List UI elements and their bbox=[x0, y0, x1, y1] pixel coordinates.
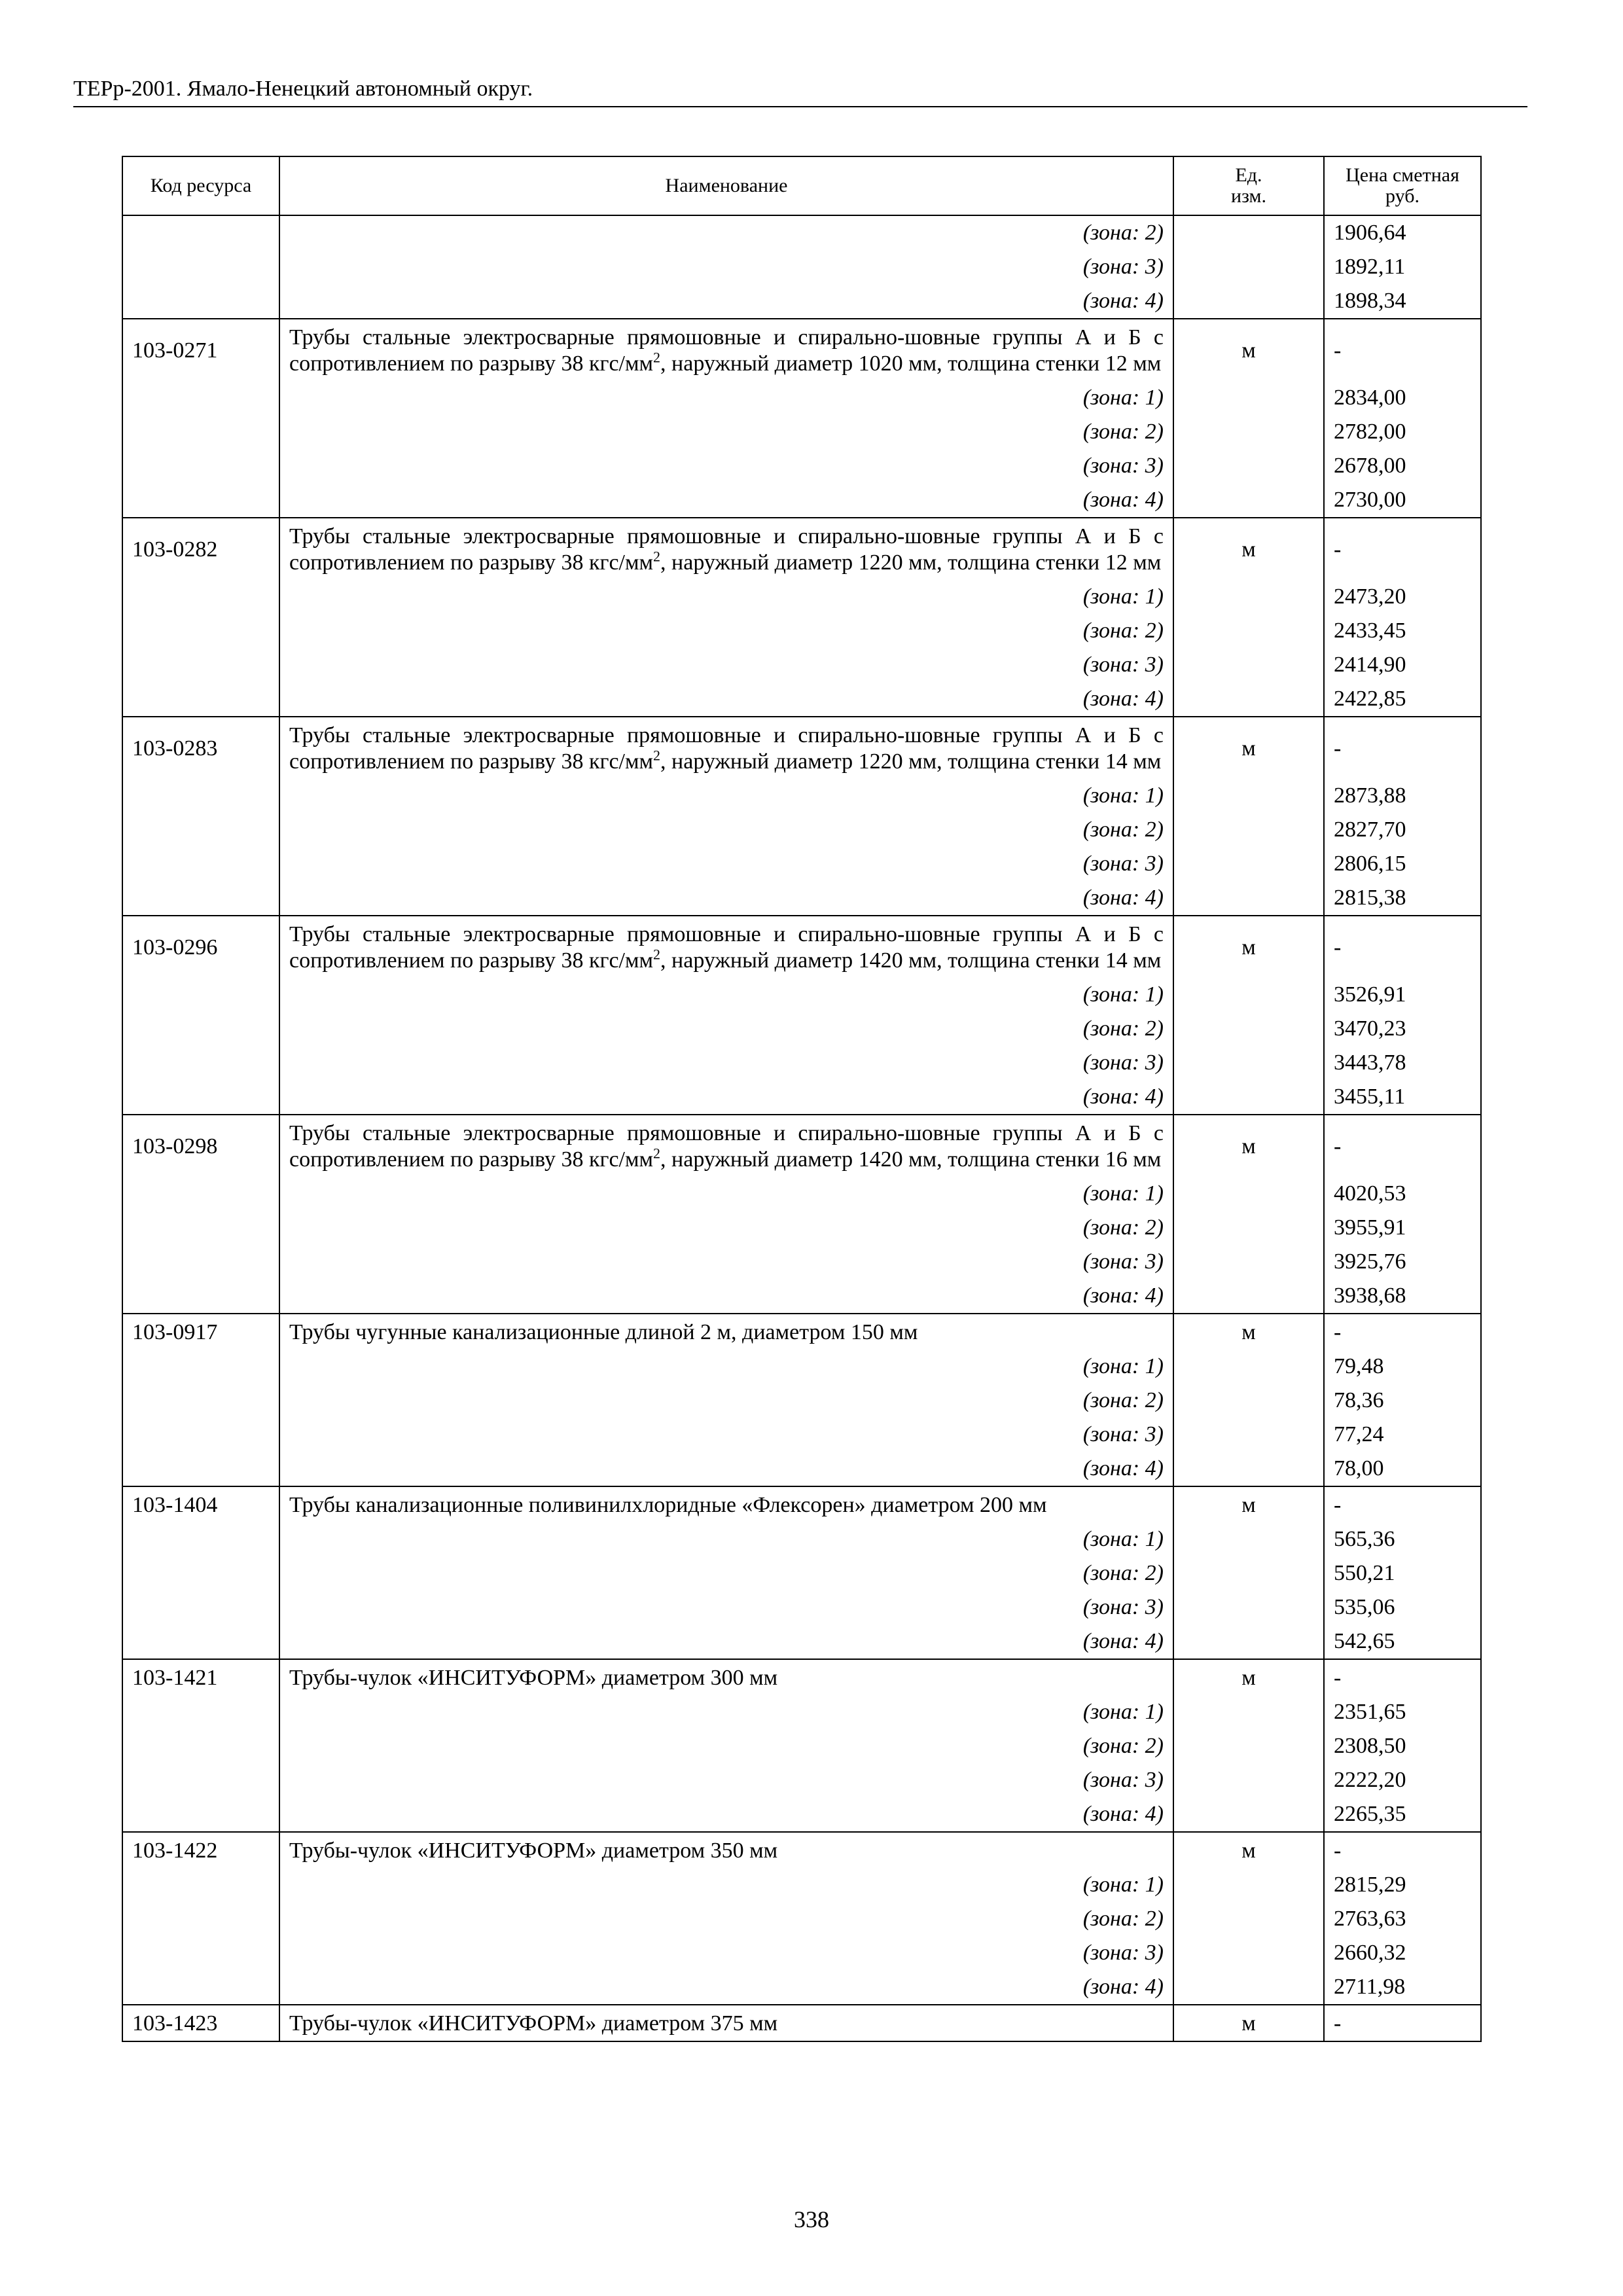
zone-price: 2782,00 bbox=[1324, 415, 1481, 449]
zone-row bbox=[122, 1384, 1481, 1418]
resource-code: 103-0298 bbox=[122, 1115, 279, 1177]
resource-code: 103-1422 bbox=[122, 1832, 279, 1868]
resource-price: - bbox=[1324, 2005, 1481, 2041]
empty-code-cell bbox=[122, 1245, 279, 1279]
zone-label: (зона: 1) bbox=[279, 1350, 1173, 1384]
zone-row bbox=[122, 881, 1481, 916]
zone-label: (зона: 4) bbox=[279, 881, 1173, 916]
empty-unit-cell bbox=[1173, 1211, 1324, 1245]
column-header-name-label: Наименование bbox=[665, 175, 788, 196]
empty-unit-cell bbox=[1173, 1695, 1324, 1729]
empty-code-cell bbox=[122, 415, 279, 449]
zone-row bbox=[122, 978, 1481, 1012]
empty-code-cell bbox=[122, 813, 279, 847]
empty-code-cell bbox=[122, 847, 279, 881]
empty-unit-cell bbox=[1173, 978, 1324, 1012]
zone-label: (зона: 1) bbox=[279, 1868, 1173, 1902]
empty-code-cell bbox=[122, 1624, 279, 1659]
resource-name-text: Трубы чугунные канализационные длиной 2 м, диаметром 150 мм bbox=[289, 1320, 918, 1344]
empty-code-cell bbox=[122, 381, 279, 415]
zone-label: (зона: 2) bbox=[279, 1211, 1173, 1245]
zone-price: 2834,00 bbox=[1324, 381, 1481, 415]
zone-price: 2351,65 bbox=[1324, 1695, 1481, 1729]
zone-row bbox=[122, 1868, 1481, 1902]
zone-label: (зона: 4) bbox=[279, 1797, 1173, 1832]
zone-price: 2222,20 bbox=[1324, 1763, 1481, 1797]
zone-row bbox=[122, 1080, 1481, 1115]
empty-code-cell bbox=[122, 1868, 279, 1902]
zone-row bbox=[122, 1729, 1481, 1763]
empty-code-cell bbox=[122, 1350, 279, 1384]
zone-label: (зона: 4) bbox=[279, 1279, 1173, 1314]
empty-unit-cell bbox=[1173, 1279, 1324, 1314]
zone-price: 2414,90 bbox=[1324, 648, 1481, 682]
empty-code-cell bbox=[122, 1522, 279, 1556]
zone-row bbox=[122, 1177, 1481, 1211]
zone-row bbox=[122, 1556, 1481, 1590]
empty-code-cell bbox=[122, 1012, 279, 1046]
zone-price: 79,48 bbox=[1324, 1350, 1481, 1384]
resource-price: - bbox=[1324, 916, 1481, 978]
zone-price: 3955,91 bbox=[1324, 1211, 1481, 1245]
zone-price: 2806,15 bbox=[1324, 847, 1481, 881]
zone-price: 565,36 bbox=[1324, 1522, 1481, 1556]
column-header-code bbox=[122, 156, 279, 215]
empty-unit-cell bbox=[1173, 1936, 1324, 1970]
resource-unit: м bbox=[1173, 1832, 1324, 1868]
resource-unit: м bbox=[1173, 1659, 1324, 1695]
empty-code-cell bbox=[122, 1590, 279, 1624]
zone-label: (зона: 1) bbox=[279, 779, 1173, 813]
zone-row bbox=[122, 1211, 1481, 1245]
zone-price: 4020,53 bbox=[1324, 1177, 1481, 1211]
zone-price: 3443,78 bbox=[1324, 1046, 1481, 1080]
zone-price: 2433,45 bbox=[1324, 614, 1481, 648]
document-title: ТЕРр-2001. Ямало-Ненецкий автономный округ. bbox=[73, 77, 533, 101]
empty-unit-cell bbox=[1173, 1418, 1324, 1452]
zone-label: (зона: 2) bbox=[279, 1556, 1173, 1590]
zone-label: (зона: 3) bbox=[279, 250, 1173, 284]
zone-row bbox=[122, 813, 1481, 847]
empty-code-cell bbox=[122, 1080, 279, 1115]
unit-exponent: 2 bbox=[653, 747, 661, 764]
zone-row bbox=[122, 250, 1481, 284]
zone-price: 550,21 bbox=[1324, 1556, 1481, 1590]
empty-unit-cell bbox=[1173, 1763, 1324, 1797]
zone-price: 2678,00 bbox=[1324, 449, 1481, 483]
resource-name bbox=[279, 319, 1173, 381]
resource-row bbox=[122, 319, 1481, 381]
empty-code-cell bbox=[122, 779, 279, 813]
zone-row bbox=[122, 1763, 1481, 1797]
empty-unit-cell bbox=[1173, 1624, 1324, 1659]
zone-row bbox=[122, 1590, 1481, 1624]
zone-row bbox=[122, 648, 1481, 682]
resource-name bbox=[279, 717, 1173, 779]
zone-price: 1892,11 bbox=[1324, 250, 1481, 284]
empty-code-cell bbox=[122, 1936, 279, 1970]
resource-unit: м bbox=[1173, 1486, 1324, 1522]
zone-label: (зона: 3) bbox=[279, 449, 1173, 483]
zone-row bbox=[122, 1522, 1481, 1556]
zone-row bbox=[122, 1936, 1481, 1970]
resource-price: - bbox=[1324, 319, 1481, 381]
empty-unit-cell bbox=[1173, 881, 1324, 916]
resource-name-text: Трубы-чулок «ИНСИТУФОРМ» диаметром 300 мм bbox=[289, 1666, 778, 1690]
column-header-name bbox=[279, 156, 1173, 215]
zone-row bbox=[122, 682, 1481, 717]
zone-row bbox=[122, 449, 1481, 483]
resource-name bbox=[279, 1314, 1173, 1350]
resource-row bbox=[122, 1832, 1481, 1868]
resource-code: 103-1421 bbox=[122, 1659, 279, 1695]
empty-code-cell bbox=[122, 881, 279, 916]
resource-price: - bbox=[1324, 1115, 1481, 1177]
resource-name bbox=[279, 916, 1173, 978]
page-number: 338 bbox=[794, 2206, 829, 2233]
zone-label: (зона: 1) bbox=[279, 1522, 1173, 1556]
resource-name-text: Трубы-чулок «ИНСИТУФОРМ» диаметром 350 мм bbox=[289, 1839, 778, 1863]
zone-row bbox=[122, 1452, 1481, 1486]
zone-label: (зона: 3) bbox=[279, 1245, 1173, 1279]
zone-row bbox=[122, 215, 1481, 250]
empty-code-cell bbox=[122, 483, 279, 518]
zone-row bbox=[122, 779, 1481, 813]
empty-unit-cell bbox=[1173, 779, 1324, 813]
zone-label: (зона: 3) bbox=[279, 648, 1173, 682]
resource-unit: м bbox=[1173, 2005, 1324, 2041]
empty-code-cell bbox=[122, 1556, 279, 1590]
zone-row bbox=[122, 1695, 1481, 1729]
zone-price: 2873,88 bbox=[1324, 779, 1481, 813]
empty-unit-cell bbox=[1173, 847, 1324, 881]
zone-row bbox=[122, 284, 1481, 319]
zone-row bbox=[122, 1902, 1481, 1936]
price-table bbox=[122, 156, 1482, 2042]
resource-price: - bbox=[1324, 1314, 1481, 1350]
header-divider bbox=[73, 106, 1527, 107]
resource-name-text: Трубы-чулок «ИНСИТУФОРМ» диаметром 375 мм bbox=[289, 2011, 778, 2036]
empty-code-cell bbox=[122, 978, 279, 1012]
resource-name bbox=[279, 518, 1173, 580]
empty-code-cell bbox=[122, 1046, 279, 1080]
table-body bbox=[122, 215, 1481, 2041]
resource-code: 103-1423 bbox=[122, 2005, 279, 2041]
empty-code-cell bbox=[122, 614, 279, 648]
zone-label: (зона: 2) bbox=[279, 1902, 1173, 1936]
empty-unit-cell bbox=[1173, 813, 1324, 847]
resource-name-text: Трубы стальные электросварные прямошовные и спирально-шовные группы А и Б с сопротивлением по разрыву 38 кгс/мм bbox=[289, 325, 1164, 376]
zone-price: 3455,11 bbox=[1324, 1080, 1481, 1115]
empty-unit-cell bbox=[1173, 1080, 1324, 1115]
zone-label: (зона: 3) bbox=[279, 1763, 1173, 1797]
empty-code-cell bbox=[122, 250, 279, 284]
zone-price: 2815,38 bbox=[1324, 881, 1481, 916]
column-header-price-label: Цена сметная руб. bbox=[1346, 164, 1459, 207]
zone-row bbox=[122, 1797, 1481, 1832]
resource-unit: м bbox=[1173, 916, 1324, 978]
empty-code-cell bbox=[122, 1695, 279, 1729]
empty-code-cell bbox=[122, 1384, 279, 1418]
empty-unit-cell bbox=[1173, 1902, 1324, 1936]
empty-unit-cell bbox=[1173, 1012, 1324, 1046]
resource-code: 103-0283 bbox=[122, 717, 279, 779]
resource-price: - bbox=[1324, 518, 1481, 580]
empty-unit-cell bbox=[1173, 580, 1324, 614]
zone-price: 535,06 bbox=[1324, 1590, 1481, 1624]
zone-row bbox=[122, 381, 1481, 415]
zone-price: 77,24 bbox=[1324, 1418, 1481, 1452]
column-header-unit bbox=[1173, 156, 1324, 215]
zone-label: (зона: 1) bbox=[279, 1695, 1173, 1729]
empty-unit-cell bbox=[1173, 1452, 1324, 1486]
empty-unit-cell bbox=[1173, 1590, 1324, 1624]
zone-label: (зона: 4) bbox=[279, 682, 1173, 717]
zone-price: 78,00 bbox=[1324, 1452, 1481, 1486]
empty-unit-cell bbox=[1173, 1350, 1324, 1384]
empty-unit-cell bbox=[1173, 1970, 1324, 2005]
resource-unit: м bbox=[1173, 717, 1324, 779]
resource-row bbox=[122, 2005, 1481, 2041]
empty-code-cell bbox=[122, 1970, 279, 2005]
zone-row bbox=[122, 483, 1481, 518]
zone-row bbox=[122, 1046, 1481, 1080]
zone-label: (зона: 1) bbox=[279, 978, 1173, 1012]
resource-name-text: Трубы стальные электросварные прямошовные и спирально-шовные группы А и Б с сопротивлением по разрыву 38 кгс/мм bbox=[289, 1121, 1164, 1172]
zone-label: (зона: 2) bbox=[279, 1384, 1173, 1418]
zone-price: 2815,29 bbox=[1324, 1868, 1481, 1902]
zone-price: 2711,98 bbox=[1324, 1970, 1481, 2005]
empty-code-cell bbox=[122, 682, 279, 717]
resource-name-text: , наружный диаметр 1220 мм, толщина стенки 12 мм bbox=[660, 550, 1162, 575]
resource-name bbox=[279, 1659, 1173, 1695]
zone-label: (зона: 3) bbox=[279, 1046, 1173, 1080]
zone-row bbox=[122, 580, 1481, 614]
empty-code-cell bbox=[122, 1418, 279, 1452]
zone-row bbox=[122, 415, 1481, 449]
empty-unit-cell bbox=[1173, 1868, 1324, 1902]
resource-row bbox=[122, 518, 1481, 580]
unit-exponent: 2 bbox=[653, 946, 661, 963]
zone-label: (зона: 4) bbox=[279, 1080, 1173, 1115]
zone-price: 3938,68 bbox=[1324, 1279, 1481, 1314]
table-header-row bbox=[122, 156, 1481, 215]
zone-row bbox=[122, 1245, 1481, 1279]
resource-name bbox=[279, 2005, 1173, 2041]
resource-row bbox=[122, 717, 1481, 779]
empty-code-cell bbox=[122, 284, 279, 319]
empty-code-cell bbox=[122, 1452, 279, 1486]
zone-price: 3925,76 bbox=[1324, 1245, 1481, 1279]
zone-price: 2265,35 bbox=[1324, 1797, 1481, 1832]
empty-unit-cell bbox=[1173, 1729, 1324, 1763]
resource-price: - bbox=[1324, 1832, 1481, 1868]
empty-unit-cell bbox=[1173, 1556, 1324, 1590]
zone-label: (зона: 2) bbox=[279, 1729, 1173, 1763]
zone-row bbox=[122, 1350, 1481, 1384]
unit-exponent: 2 bbox=[653, 349, 661, 366]
zone-label: (зона: 4) bbox=[279, 483, 1173, 518]
empty-unit-cell bbox=[1173, 381, 1324, 415]
zone-label: (зона: 3) bbox=[279, 1590, 1173, 1624]
empty-code-cell bbox=[122, 648, 279, 682]
zone-price: 3470,23 bbox=[1324, 1012, 1481, 1046]
resource-name-text: , наружный диаметр 1420 мм, толщина стенки 16 мм bbox=[660, 1147, 1162, 1172]
resource-row bbox=[122, 1115, 1481, 1177]
zone-label: (зона: 1) bbox=[279, 381, 1173, 415]
empty-code-cell bbox=[122, 1279, 279, 1314]
empty-code-cell bbox=[122, 1729, 279, 1763]
zone-row bbox=[122, 1012, 1481, 1046]
resource-name-text: Трубы стальные электросварные прямошовные и спирально-шовные группы А и Б с сопротивлением по разрыву 38 кгс/мм bbox=[289, 723, 1164, 774]
empty-unit-cell bbox=[1173, 648, 1324, 682]
zone-label: (зона: 4) bbox=[279, 1624, 1173, 1659]
zone-label: (зона: 3) bbox=[279, 1936, 1173, 1970]
zone-price: 2730,00 bbox=[1324, 483, 1481, 518]
empty-code-cell bbox=[122, 1763, 279, 1797]
empty-unit-cell bbox=[1173, 250, 1324, 284]
empty-code-cell bbox=[122, 215, 279, 250]
zone-row bbox=[122, 847, 1481, 881]
resource-name bbox=[279, 1832, 1173, 1868]
empty-code-cell bbox=[122, 1211, 279, 1245]
resource-code: 103-0917 bbox=[122, 1314, 279, 1350]
empty-unit-cell bbox=[1173, 1177, 1324, 1211]
resource-code: 103-1404 bbox=[122, 1486, 279, 1522]
zone-row bbox=[122, 1279, 1481, 1314]
empty-unit-cell bbox=[1173, 449, 1324, 483]
zone-price: 2308,50 bbox=[1324, 1729, 1481, 1763]
column-header-price bbox=[1324, 156, 1481, 215]
resource-row bbox=[122, 1659, 1481, 1695]
resource-unit: м bbox=[1173, 1314, 1324, 1350]
resource-name-text: , наружный диаметр 1220 мм, толщина стенки 14 мм bbox=[660, 749, 1162, 774]
zone-row bbox=[122, 1624, 1481, 1659]
column-header-unit-label: Ед. изм. bbox=[1231, 164, 1266, 207]
resource-unit: м bbox=[1173, 1115, 1324, 1177]
zone-label: (зона: 1) bbox=[279, 580, 1173, 614]
resource-name-text: , наружный диаметр 1420 мм, толщина стенки 14 мм bbox=[660, 948, 1162, 973]
zone-price: 2827,70 bbox=[1324, 813, 1481, 847]
empty-unit-cell bbox=[1173, 1245, 1324, 1279]
resource-price: - bbox=[1324, 1486, 1481, 1522]
resource-name-text: Трубы канализационные поливинилхлоридные «Флексорен» диаметром 200 мм bbox=[289, 1493, 1047, 1517]
zone-price: 1898,34 bbox=[1324, 284, 1481, 319]
resource-name-text: , наружный диаметр 1020 мм, толщина стенки 12 мм bbox=[660, 351, 1162, 376]
empty-unit-cell bbox=[1173, 682, 1324, 717]
zone-price: 2473,20 bbox=[1324, 580, 1481, 614]
zone-label: (зона: 4) bbox=[279, 1452, 1173, 1486]
empty-unit-cell bbox=[1173, 483, 1324, 518]
unit-exponent: 2 bbox=[653, 548, 661, 565]
resource-code: 103-0282 bbox=[122, 518, 279, 580]
resource-name bbox=[279, 1115, 1173, 1177]
empty-unit-cell bbox=[1173, 415, 1324, 449]
empty-unit-cell bbox=[1173, 1522, 1324, 1556]
zone-label: (зона: 2) bbox=[279, 813, 1173, 847]
resource-code: 103-0296 bbox=[122, 916, 279, 978]
zone-price: 2660,32 bbox=[1324, 1936, 1481, 1970]
empty-code-cell bbox=[122, 449, 279, 483]
resource-name bbox=[279, 1486, 1173, 1522]
zone-label: (зона: 2) bbox=[279, 1012, 1173, 1046]
resource-name-text: Трубы стальные электросварные прямошовные и спирально-шовные группы А и Б с сопротивлением по разрыву 38 кгс/мм bbox=[289, 922, 1164, 973]
zone-label: (зона: 4) bbox=[279, 1970, 1173, 2005]
resource-code: 103-0271 bbox=[122, 319, 279, 381]
zone-row bbox=[122, 1418, 1481, 1452]
zone-label: (зона: 4) bbox=[279, 284, 1173, 319]
resource-name-text: Трубы стальные электросварные прямошовные и спирально-шовные группы А и Б с сопротивлением по разрыву 38 кгс/мм bbox=[289, 524, 1164, 575]
zone-label: (зона: 1) bbox=[279, 1177, 1173, 1211]
resource-row bbox=[122, 1314, 1481, 1350]
empty-unit-cell bbox=[1173, 1797, 1324, 1832]
resource-unit: м bbox=[1173, 518, 1324, 580]
zone-label: (зона: 3) bbox=[279, 847, 1173, 881]
column-header-code-label: Код ресурса bbox=[150, 175, 252, 196]
zone-price: 1906,64 bbox=[1324, 215, 1481, 250]
zone-label: (зона: 3) bbox=[279, 1418, 1173, 1452]
resource-price: - bbox=[1324, 717, 1481, 779]
resource-row bbox=[122, 916, 1481, 978]
empty-code-cell bbox=[122, 580, 279, 614]
zone-price: 78,36 bbox=[1324, 1384, 1481, 1418]
empty-unit-cell bbox=[1173, 1046, 1324, 1080]
empty-unit-cell bbox=[1173, 215, 1324, 250]
empty-unit-cell bbox=[1173, 284, 1324, 319]
empty-code-cell bbox=[122, 1177, 279, 1211]
zone-price: 2422,85 bbox=[1324, 682, 1481, 717]
resource-row bbox=[122, 1486, 1481, 1522]
zone-price: 3526,91 bbox=[1324, 978, 1481, 1012]
empty-unit-cell bbox=[1173, 614, 1324, 648]
zone-row bbox=[122, 614, 1481, 648]
resource-price: - bbox=[1324, 1659, 1481, 1695]
resource-unit: м bbox=[1173, 319, 1324, 381]
zone-label: (зона: 2) bbox=[279, 614, 1173, 648]
empty-code-cell bbox=[122, 1797, 279, 1832]
unit-exponent: 2 bbox=[653, 1145, 661, 1162]
zone-row bbox=[122, 1970, 1481, 2005]
zone-label: (зона: 2) bbox=[279, 415, 1173, 449]
zone-label: (зона: 2) bbox=[279, 215, 1173, 250]
empty-code-cell bbox=[122, 1902, 279, 1936]
empty-unit-cell bbox=[1173, 1384, 1324, 1418]
zone-price: 542,65 bbox=[1324, 1624, 1481, 1659]
zone-price: 2763,63 bbox=[1324, 1902, 1481, 1936]
